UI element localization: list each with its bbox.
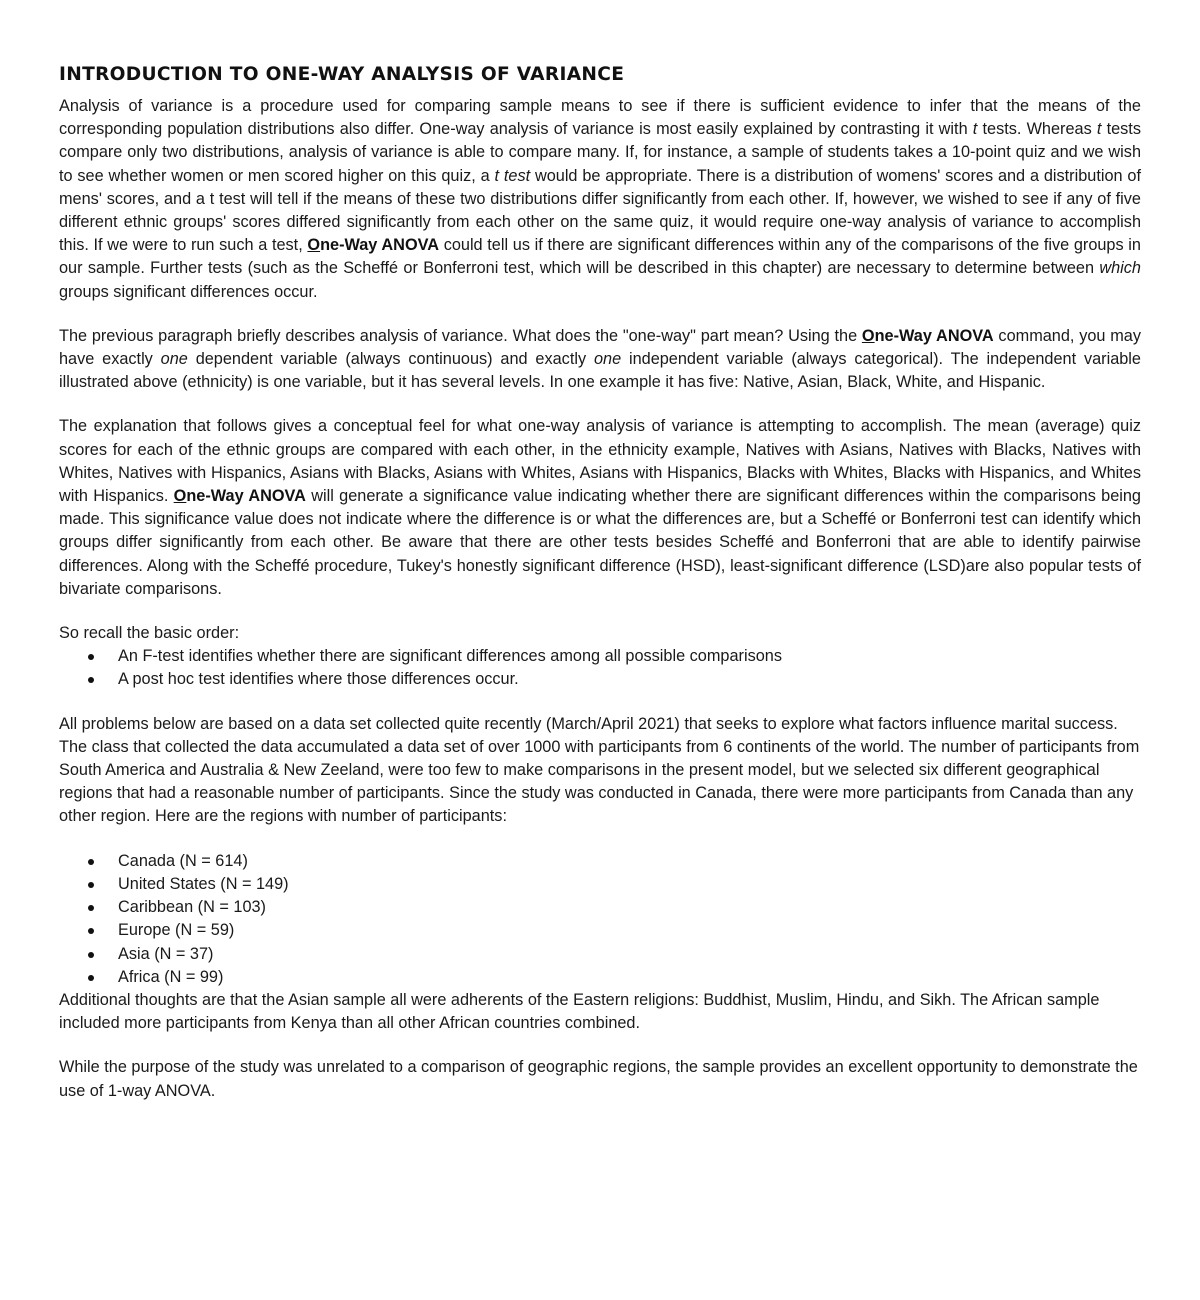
spacer <box>59 829 1141 850</box>
italic-run: t test <box>494 166 531 185</box>
spacer <box>59 692 1141 713</box>
paragraph-dataset: All problems below are based on a data set collected quite recently (March/April 2021) that seeks to explore what factors influence marital success. The class that collected the data accumulated a data set of over 1000 with participants from 6 continents of the world. The number of participants from South America and Australia & New Zeeland, were too few to make comparisons in the present model, but we selected six different geographical regions that had a reasonable number of participants. Since the study was conducted in Canada, there were more participants from Canada than any other region. Here are the regions with number of participants: <box>59 714 1140 826</box>
list-item: An F-test identifies whether there are significant differences among all possible comparisons <box>59 645 1141 668</box>
command-name <box>862 327 994 345</box>
paragraph-additional: Additional thoughts are that the Asian sample all were adherents of the Eastern religions: Buddhist, Muslim, Hindu, and Sikh. The African sample included more participants from Kenya than all other African countries combined. <box>59 990 1100 1033</box>
list-item: A post hoc test identifies where those differences occur. <box>59 668 1141 691</box>
spacer <box>59 1035 1141 1056</box>
paragraph-purpose: While the purpose of the study was unrelated to a comparison of geographic regions, the sample provides an excellent opportunity to demonstrate the use of 1-way ANOVA. <box>59 1058 1138 1100</box>
text-run: could tell us if there are significant differences within any of the comparisons of the five groups in our sample. Further tests (such as the Scheffé or Bonferroni test, which will be described in this chapter) are necessary to determine between <box>59 236 1141 278</box>
text-run: command, you may have exactly <box>59 326 1141 369</box>
command-mnemonic: O <box>861 326 875 345</box>
text-run: would be appropriate. There is a distribution of womens' scores and a distribution of mens' scores, and a t test will tell if the means of these two distributions differ significantly from each other. If, however, we wished to see if any of five different ethnic groups' scores differed significantly from each other on the same quiz, it would require one-way analysis of variance to accomplish this. If we were to run such a test, <box>59 166 1142 255</box>
text-run: The explanation that follows gives a conceptual feel for what one-way analysis of variance is attempting to accomplish. The mean (average) quiz scores for each of the ethnic groups are compared with each other, in the ethnicity example, Natives with Asians, Natives with Blacks, Natives with Whites, Natives with Hispanics, Asians with Blacks, Asians with Whites, Asians with Hispanics, Blacks with Whites, Blacks with Hispanics, and Whites with Hispanics. <box>59 417 1141 506</box>
spacer <box>59 601 1141 622</box>
text-run: Analysis of variance is a procedure used for comparing sample means to see if there is sufficient evidence to infer that the means of the corresponding population distributions also differ. One-way analysis of variance is most easily explained by contrasting it with <box>59 97 1141 139</box>
list-item: Canada (N = 614) <box>59 850 1141 873</box>
page-title: INTRODUCTION TO ONE-WAY ANALYSIS OF VARIANCE <box>59 64 625 85</box>
command-rest: ne-Way ANOVA <box>874 326 994 345</box>
recall-intro: So recall the basic order: <box>59 624 240 643</box>
spacer <box>59 304 1141 325</box>
text-run: tests. Whereas <box>977 120 1097 139</box>
list-item: Caribbean (N = 103) <box>59 896 1141 919</box>
spacer <box>59 394 1141 415</box>
text-run: The previous paragraph briefly describes analysis of variance. What does the "one-way" part mean? Using the <box>59 326 862 345</box>
italic-run: t <box>972 120 978 139</box>
command-name <box>174 487 306 505</box>
italic-run: which <box>1099 259 1141 278</box>
recall-list <box>59 645 1141 691</box>
command-mnemonic: O <box>307 236 321 255</box>
command-rest: ne-Way ANOVA <box>320 236 440 255</box>
paragraph-intro <box>59 95 1141 304</box>
paragraph-one-way <box>59 325 1141 395</box>
italic-run: one <box>160 350 188 369</box>
text-run: tests compare only two distributions, analysis of variance is able to compare many. If, for instance, a sample of students takes a 10-point quiz and we wish to see whether women or men scored higher on this quiz, a <box>59 120 1141 185</box>
paragraph-explanation <box>59 415 1141 601</box>
list-item: Africa (N = 99) <box>59 966 1141 989</box>
document-page <box>59 63 1141 1103</box>
command-rest: ne-Way ANOVA <box>186 487 306 506</box>
italic-run: t <box>1096 120 1102 139</box>
text-run: independent variable (always categorical). The independent variable illustrated above (ethnicity) is one variable, but it has several levels. In one example it has five: Native, Asian, Black, White, and Hispanic. <box>59 350 1141 392</box>
italic-run: one <box>593 350 622 369</box>
command-mnemonic: O <box>173 487 187 506</box>
text-run: groups significant differences occur. <box>59 282 318 301</box>
list-item: Europe (N = 59) <box>59 919 1141 942</box>
regions-list <box>59 850 1141 989</box>
list-item: Asia (N = 37) <box>59 943 1141 966</box>
text-run: dependent variable (always continuous) and exactly <box>187 350 594 369</box>
list-item: United States (N = 149) <box>59 873 1141 896</box>
text-run: will generate a significance value indicating whether there are significant differences within the comparisons being made. This significance value does not indicate where the difference is or what the differences are, but a Scheffé or Bonferroni test can identify which groups differ significantly from each other. Be aware that there are other tests besides Scheffé and Bonferroni that are able to identify pairwise differences. Along with the Scheffé procedure, Tukey's honestly significant difference (HSD), least-significant difference (LSD)are also popular tests of bivariate comparisons. <box>59 487 1141 598</box>
command-name <box>307 236 439 254</box>
